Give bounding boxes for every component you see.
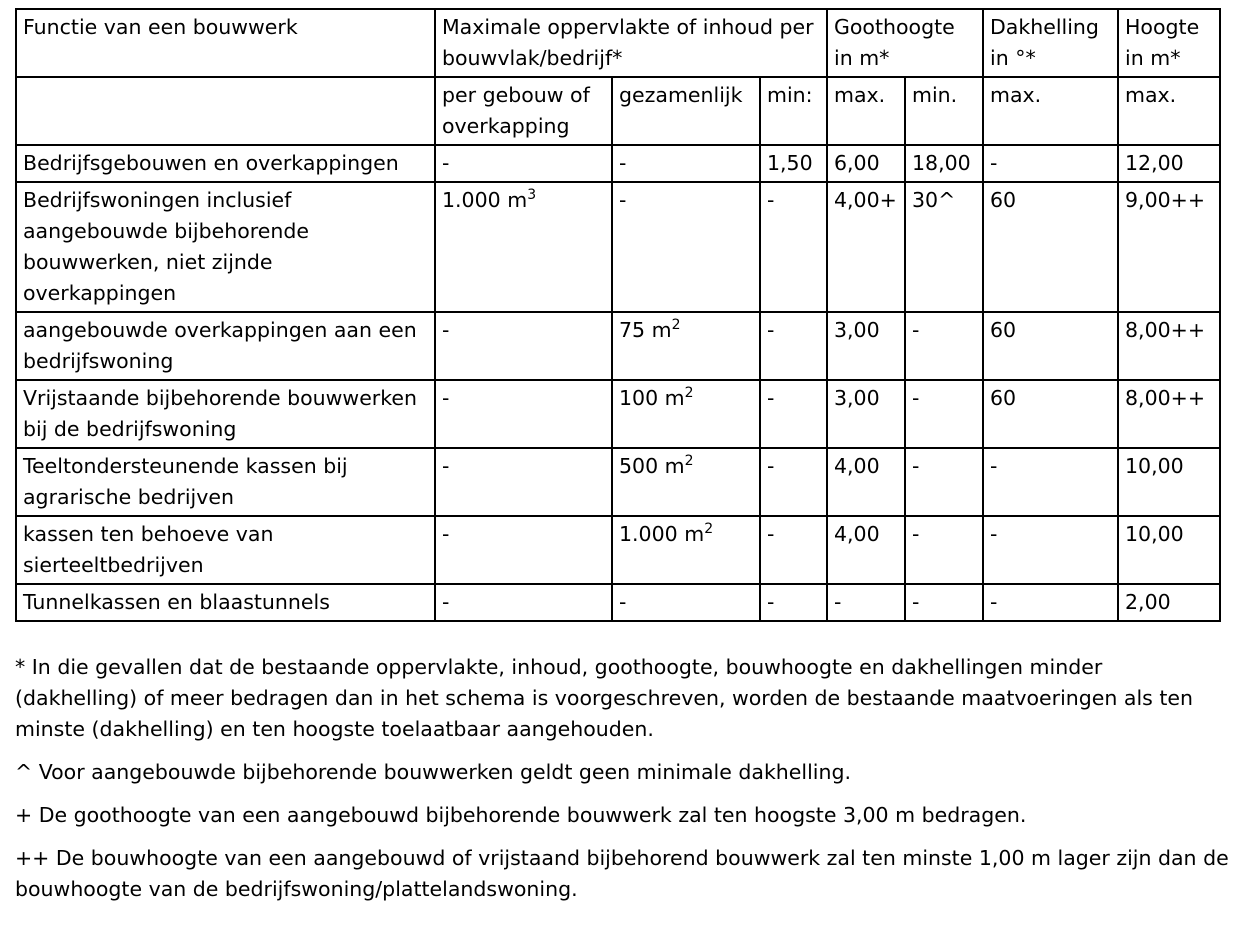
cell-hoogte-max <box>1118 584 1220 621</box>
cell-gezamenlijk-value: 75 <box>619 318 646 342</box>
cell-goot-min-value: - <box>767 590 775 614</box>
cell-per-gebouw-unit: m <box>500 188 528 212</box>
cell-goot-min-value: - <box>767 522 775 546</box>
header-max-oppervlakte: Maximale oppervlakte of inhoud per bouwvlak/bedrijf* <box>435 9 827 77</box>
cell-dak-min-value: 30^ <box>912 188 956 212</box>
cell-functie <box>16 145 435 182</box>
cell-hoogte-max-value: 2,00 <box>1125 590 1171 614</box>
cell-functie-value: Tunnelkassen en blaastunnels <box>23 590 330 614</box>
cell-gezamenlijk <box>612 380 760 448</box>
cell-goot-min <box>760 448 827 516</box>
cell-gezamenlijk-unit: m <box>645 318 672 342</box>
cell-per-gebouw <box>435 516 612 584</box>
cell-goot-min <box>760 312 827 380</box>
cell-functie <box>16 380 435 448</box>
cell-dak-min-value: - <box>912 318 920 342</box>
cell-gezamenlijk-unit: m <box>677 522 705 546</box>
cell-per-gebouw <box>435 312 612 380</box>
cell-dak-max <box>983 145 1118 182</box>
cell-per-gebouw <box>435 145 612 182</box>
cell-dak-min-value: - <box>912 386 920 410</box>
cell-gezamenlijk <box>612 584 760 621</box>
table-row <box>16 312 1220 380</box>
cell-per-gebouw-exponent: 3 <box>527 187 537 203</box>
subheader-per-gebouw: per gebouw of overkapping <box>435 77 612 145</box>
cell-hoogte-max <box>1118 448 1220 516</box>
cell-hoogte-max-value: 8,00++ <box>1125 318 1206 342</box>
cell-dak-max-value: - <box>990 522 998 546</box>
cell-functie-value: Vrijstaande bijbehorende bouwwerken bij de bedrijfswoning <box>23 386 417 441</box>
cell-goot-max <box>827 312 905 380</box>
table-row <box>16 448 1220 516</box>
cell-goot-max-value: 4,00 <box>834 454 880 478</box>
cell-dak-min-value: - <box>912 454 920 478</box>
cell-per-gebouw <box>435 584 612 621</box>
cell-gezamenlijk-exponent: 2 <box>684 385 694 401</box>
cell-per-gebouw-value: - <box>442 151 450 175</box>
cell-goot-max <box>827 448 905 516</box>
cell-dak-max <box>983 448 1118 516</box>
cell-hoogte-max-value: 10,00 <box>1125 522 1184 546</box>
cell-dak-min-value: - <box>912 522 920 546</box>
cell-gezamenlijk <box>612 516 760 584</box>
subheader-dak-max: max. <box>983 77 1118 145</box>
cell-functie-value: Bedrijfswoningen inclusief aangebouwde bijbehorende bouwwerken, niet zijnde overkappingen <box>23 188 309 305</box>
cell-per-gebouw <box>435 380 612 448</box>
cell-functie-value: Bedrijfsgebouwen en overkappingen <box>23 151 399 175</box>
header-goothoogte: Goothoogte in m* <box>827 9 983 77</box>
cell-goot-min <box>760 182 827 312</box>
table-row <box>16 182 1220 312</box>
cell-goot-max <box>827 145 905 182</box>
maatvoering-table <box>15 8 1221 622</box>
cell-functie <box>16 182 435 312</box>
table-row <box>16 380 1220 448</box>
header-functie: Functie van een bouwwerk <box>16 9 435 77</box>
cell-dak-max-value: 60 <box>990 386 1017 410</box>
cell-functie <box>16 448 435 516</box>
cell-hoogte-max-value: 12,00 <box>1125 151 1184 175</box>
header-hoogte: Hoogte in m* <box>1118 9 1220 77</box>
cell-per-gebouw-value: - <box>442 386 450 410</box>
cell-per-gebouw <box>435 182 612 312</box>
cell-goot-min <box>760 516 827 584</box>
cell-hoogte-max-value: 10,00 <box>1125 454 1184 478</box>
cell-goot-min-value: - <box>767 318 775 342</box>
cell-functie-value: Teeltondersteunende kassen bij agrarische bedrijven <box>23 454 348 509</box>
cell-hoogte-max <box>1118 312 1220 380</box>
cell-functie <box>16 312 435 380</box>
cell-dak-max <box>983 380 1118 448</box>
cell-per-gebouw <box>435 448 612 516</box>
cell-dak-max <box>983 516 1118 584</box>
cell-gezamenlijk-value: 500 <box>619 454 659 478</box>
cell-dak-max <box>983 312 1118 380</box>
cell-goot-max <box>827 380 905 448</box>
subheader-dak-min: min. <box>905 77 983 145</box>
footnote: ++ De bouwhoogte van een aangebouwd of vrijstaand bijbehorend bouwwerk zal ten minste 1,00 m lager zijn dan de bouwhoogte van de bedrijfswoning/plattelandswoning. <box>15 846 1229 901</box>
cell-dak-max-value: - <box>990 151 998 175</box>
cell-functie-value: aangebouwde overkappingen aan een bedrijfswoning <box>23 318 417 373</box>
cell-dak-max-value: 60 <box>990 318 1017 342</box>
cell-gezamenlijk-value: 100 <box>619 386 659 410</box>
cell-goot-max <box>827 584 905 621</box>
subheader-functie <box>16 77 435 145</box>
cell-dak-min <box>905 380 983 448</box>
table-body <box>16 9 1220 621</box>
cell-dak-min <box>905 516 983 584</box>
cell-dak-min-value: - <box>912 590 920 614</box>
cell-dak-min <box>905 312 983 380</box>
cell-per-gebouw-value: - <box>442 318 450 342</box>
cell-goot-min-value: - <box>767 188 775 212</box>
cell-functie <box>16 516 435 584</box>
cell-gezamenlijk-unit: m <box>658 386 685 410</box>
cell-gezamenlijk <box>612 448 760 516</box>
cell-goot-max-value: 3,00 <box>834 318 880 342</box>
cell-dak-min <box>905 448 983 516</box>
cell-dak-min <box>905 584 983 621</box>
cell-functie <box>16 584 435 621</box>
cell-goot-max-value: 4,00 <box>834 522 880 546</box>
cell-goot-min <box>760 145 827 182</box>
cell-per-gebouw-value: 1.000 <box>442 188 501 212</box>
cell-hoogte-max <box>1118 516 1220 584</box>
cell-gezamenlijk-exponent: 2 <box>671 317 681 333</box>
cell-hoogte-max-value: 8,00++ <box>1125 386 1206 410</box>
subheader-gezamenlijk: gezamenlijk <box>612 77 760 145</box>
cell-hoogte-max-value: 9,00++ <box>1125 188 1206 212</box>
cell-functie-value: kassen ten behoeve van sierteeltbedrijven <box>23 522 274 577</box>
footnote: ^ Voor aangebouwde bijbehorende bouwwerken geldt geen minimale dakhelling. <box>15 760 852 784</box>
cell-goot-max <box>827 182 905 312</box>
cell-dak-min <box>905 145 983 182</box>
cell-gezamenlijk <box>612 312 760 380</box>
cell-dak-max-value: - <box>990 454 998 478</box>
cell-hoogte-max <box>1118 145 1220 182</box>
cell-goot-max-value: 4,00+ <box>834 188 897 212</box>
cell-hoogte-max <box>1118 182 1220 312</box>
table-row <box>16 516 1220 584</box>
cell-gezamenlijk-value: - <box>619 590 627 614</box>
cell-gezamenlijk-value: 1.000 <box>619 522 678 546</box>
cell-goot-min <box>760 584 827 621</box>
cell-goot-max-value: 6,00 <box>834 151 880 175</box>
cell-dak-max-value: 60 <box>990 188 1017 212</box>
cell-dak-max <box>983 584 1118 621</box>
cell-goot-min-value: - <box>767 454 775 478</box>
footnotes <box>15 652 1230 917</box>
cell-goot-max-value: - <box>834 590 842 614</box>
cell-goot-max-value: 3,00 <box>834 386 880 410</box>
table-row <box>16 584 1220 621</box>
header-dakhelling: Dakhelling in °* <box>983 9 1118 77</box>
cell-hoogte-max <box>1118 380 1220 448</box>
cell-dak-max <box>983 182 1118 312</box>
cell-per-gebouw-value: - <box>442 590 450 614</box>
cell-gezamenlijk-exponent: 2 <box>704 521 714 537</box>
subheader-goot-max: max. <box>827 77 905 145</box>
footnote: * In die gevallen dat de bestaande oppervlakte, inhoud, goothoogte, bouwhoogte en dakhellingen minder (dakhelling) of meer bedragen dan in het schema is voorgeschreven, worden de bestaande maatvoeringen als ten minste (dakhelling) en ten hoogste toelaatbaar aangehouden. <box>15 655 1194 741</box>
cell-goot-min-value: 1,50 <box>767 151 813 175</box>
footnote: + De goothoogte van een aangebouwd bijbehorende bouwwerk zal ten hoogste 3,00 m bedragen. <box>15 803 1027 827</box>
cell-goot-min-value: - <box>767 386 775 410</box>
cell-goot-min <box>760 380 827 448</box>
cell-gezamenlijk-exponent: 2 <box>684 453 694 469</box>
subheader-goot-min: min: <box>760 77 827 145</box>
table-row <box>16 145 1220 182</box>
cell-gezamenlijk-value: - <box>619 151 627 175</box>
cell-dak-min-value: 18,00 <box>912 151 971 175</box>
cell-dak-max-value: - <box>990 590 998 614</box>
cell-gezamenlijk <box>612 145 760 182</box>
cell-gezamenlijk-value: - <box>619 188 627 212</box>
subheader-hoogte-max: max. <box>1118 77 1220 145</box>
header-row <box>16 9 1220 77</box>
cell-dak-min <box>905 182 983 312</box>
subheader-row <box>16 77 1220 145</box>
cell-goot-max <box>827 516 905 584</box>
cell-gezamenlijk-unit: m <box>658 454 685 478</box>
cell-per-gebouw-value: - <box>442 454 450 478</box>
cell-gezamenlijk <box>612 182 760 312</box>
cell-per-gebouw-value: - <box>442 522 450 546</box>
